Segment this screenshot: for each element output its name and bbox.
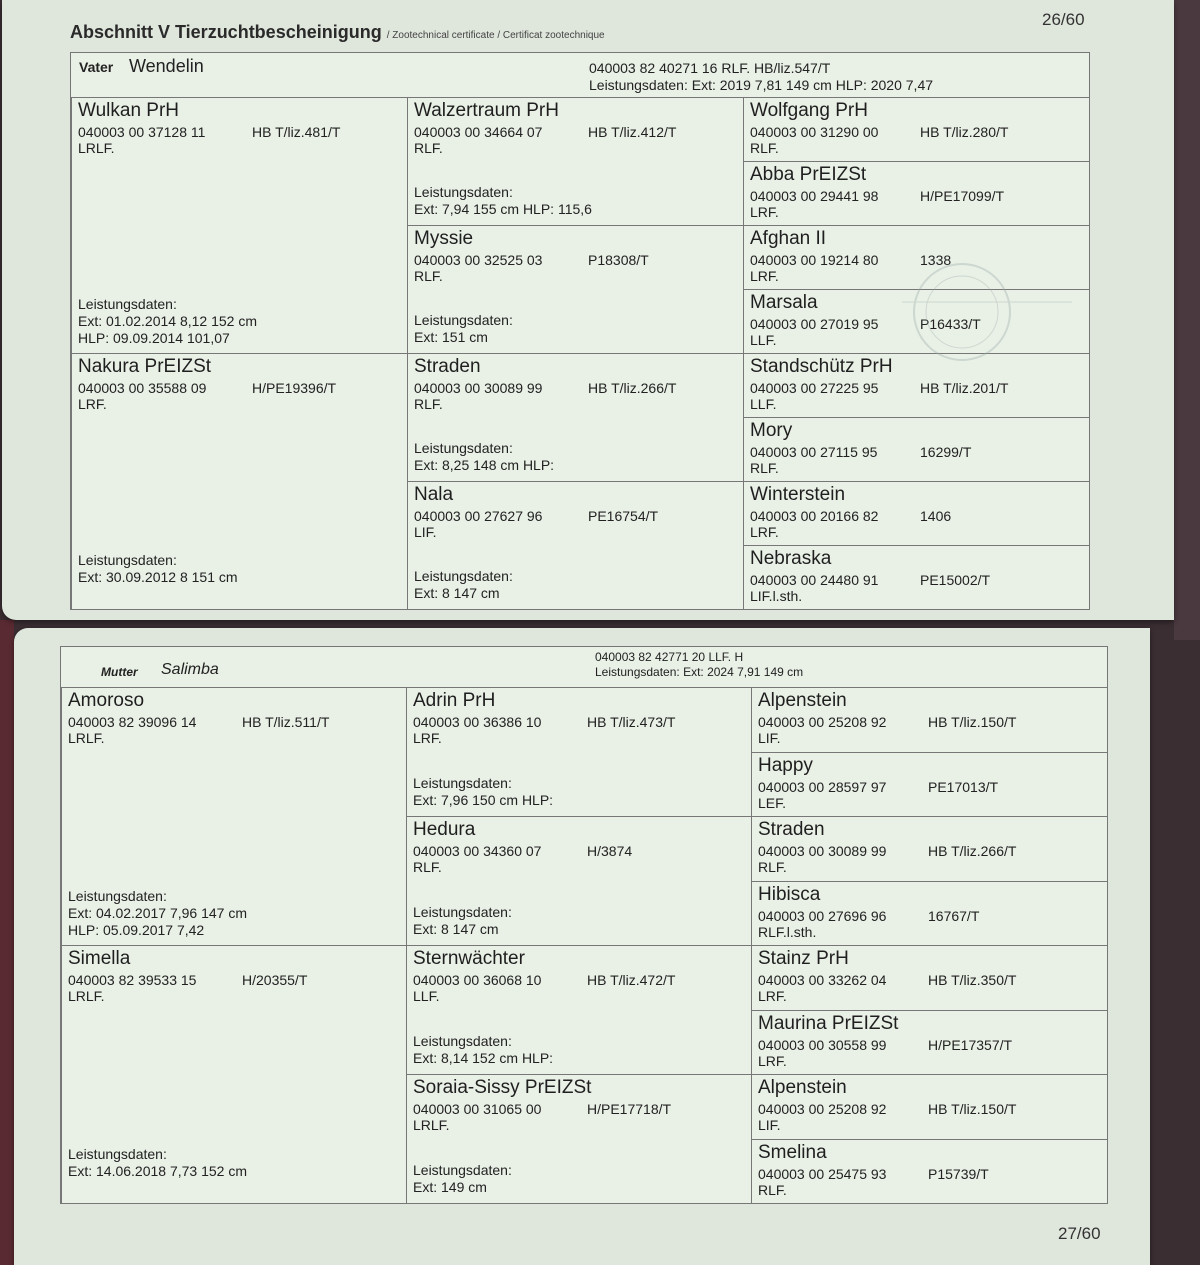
herdbook-entry: HB T/liz.150/T — [928, 1101, 1017, 1117]
breed-code: LIF. — [758, 1117, 781, 1133]
horse-name: Winterstein — [750, 484, 846, 505]
performance-label: Leistungsdaten: — [414, 184, 513, 200]
breed-code: LRF. — [758, 1052, 787, 1069]
great-grandparent-cell — [751, 1139, 1107, 1204]
herdbook-entry: HB T/liz.481/T — [252, 124, 341, 140]
certificate-page-bottom — [14, 628, 1150, 1265]
herdbook-entry: HB T/liz.472/T — [587, 972, 676, 988]
great-grandparent-cell — [743, 545, 1089, 609]
performance-label: Leistungsdaten: — [78, 552, 177, 568]
herdbook-entry: HB T/liz.412/T — [588, 124, 677, 140]
horse-name: Marsala — [750, 292, 818, 313]
grandparent-cell — [406, 687, 751, 816]
horse-name: Abba PrEIZSt — [750, 164, 867, 185]
registration-number: 040003 00 27115 95 — [750, 444, 878, 460]
performance-data: Ext: 8 147 cm — [413, 921, 499, 937]
registration-number: 040003 00 33262 04 — [758, 972, 887, 988]
section-title-text: Abschnitt V Tierzuchtbescheinigung — [70, 22, 382, 42]
performance-data: Ext: 30.09.2012 8 151 cm — [78, 569, 238, 585]
book-cover-edge-right — [1174, 0, 1200, 640]
performance-label: Leistungsdaten: — [413, 1033, 512, 1049]
horse-name: Wulkan PrH — [78, 100, 180, 121]
horse-name: Hedura — [413, 819, 476, 840]
horse-name: Happy — [758, 754, 813, 776]
breed-code: LRLF. — [68, 988, 105, 1004]
sire-performance: Leistungsdaten: Ext: 2019 7,81 149 cm HLP: 2020 7,47 — [589, 77, 934, 93]
breed-code: LRF. — [750, 204, 779, 220]
performance-data: Ext: 151 cm — [414, 329, 488, 345]
great-grandparent-cell — [751, 816, 1107, 881]
registration-number: 040003 00 28597 97 — [758, 778, 887, 795]
registration-number: 040003 00 35588 09 — [78, 380, 207, 396]
registration-number: 040003 00 37128 11 — [78, 124, 206, 140]
great-grandparent-cell — [751, 881, 1107, 946]
dam-performance: Leistungsdaten: Ext: 2024 7,91 149 cm — [595, 665, 804, 679]
horse-name: Standschütz PrH — [750, 356, 893, 377]
breed-code: LRLF. — [68, 730, 105, 746]
registration-number: 040003 00 30089 99 — [414, 380, 543, 396]
grandparent-cell — [406, 945, 751, 1074]
great-grandparent-cell — [743, 97, 1089, 161]
dam-registration: 040003 82 42771 20 LLF. H — [595, 650, 744, 664]
performance-label: Leistungsdaten: — [414, 440, 513, 456]
registration-number: 040003 00 30558 99 — [758, 1036, 887, 1053]
sire-name: Wendelin — [129, 56, 204, 76]
registration-number: 040003 00 27696 96 — [758, 907, 887, 924]
herdbook-entry: 1406 — [920, 508, 952, 524]
breed-code: RLF. — [414, 140, 443, 156]
herdbook-entry: HB T/liz.201/T — [920, 380, 1009, 396]
breed-code: RLF.l.sth. — [758, 923, 817, 940]
registration-number: 040003 00 31065 00 — [413, 1101, 542, 1117]
sire-registration: 040003 82 40271 16 RLF. HB/liz.547/T — [589, 60, 831, 76]
horse-name: Straden — [414, 356, 481, 377]
herdbook-entry: HB T/liz.266/T — [588, 380, 677, 396]
registration-number: 040003 82 39096 14 — [68, 714, 197, 730]
grandparent-cell — [407, 481, 743, 609]
page-number: 26/60 — [1042, 10, 1085, 29]
horse-name: Sternwächter — [413, 948, 525, 969]
performance-label: Leistungsdaten: — [413, 775, 512, 791]
sire-dam-cell — [71, 353, 407, 609]
breed-code: LEF. — [758, 794, 787, 811]
great-grandparent-cell — [751, 1074, 1107, 1139]
performance-label: Leistungsdaten: — [78, 296, 177, 312]
horse-name: Mory — [750, 420, 793, 441]
breed-code: LIF. — [758, 730, 781, 746]
horse-name: Soraia-Sissy PrEIZSt — [413, 1077, 592, 1098]
book-cover-edge — [0, 620, 14, 1265]
sire-header — [71, 53, 1089, 98]
grandparent-cell — [407, 97, 743, 225]
horse-name: Hibisca — [758, 883, 821, 905]
horse-name: Amoroso — [68, 690, 145, 711]
herdbook-entry: P16433/T — [920, 316, 981, 332]
registration-number: 040003 00 29441 98 — [750, 188, 879, 204]
herdbook-entry: H/PE17099/T — [920, 188, 1005, 204]
registration-number: 040003 00 25208 92 — [758, 714, 887, 730]
performance-data-2: HLP: 05.09.2017 7,42 — [68, 922, 205, 938]
horse-name: Adrin PrH — [413, 690, 496, 711]
registration-number: 040003 00 36386 10 — [413, 714, 542, 730]
herdbook-entry: HB T/liz.473/T — [587, 714, 676, 730]
registration-number: 040003 00 32525 03 — [414, 252, 543, 268]
herdbook-entry: H/PE19396/T — [252, 380, 337, 396]
horse-name: Stainz PrH — [758, 948, 849, 969]
grandparent-cell — [407, 225, 743, 353]
breed-code: LLF. — [413, 988, 440, 1004]
registration-number: 040003 00 31290 00 — [750, 124, 879, 140]
horse-name: Simella — [68, 948, 131, 969]
herdbook-entry: PE17013/T — [928, 778, 999, 795]
herdbook-entry: H/20355/T — [242, 972, 308, 988]
performance-data-2: HLP: 09.09.2014 101,07 — [78, 330, 230, 346]
sire-dam-cell — [61, 945, 406, 1203]
herdbook-entry: PE16754/T — [588, 508, 659, 524]
grandparent-cell — [406, 816, 751, 945]
great-grandparent-cell — [751, 945, 1107, 1010]
great-grandparent-cell — [743, 161, 1089, 225]
breed-code: LRF. — [758, 988, 787, 1004]
performance-data: Ext: 149 cm — [413, 1179, 487, 1195]
breed-code: LRF. — [750, 524, 779, 540]
breed-code: LRLF. — [413, 1117, 450, 1133]
horse-name: Afghan II — [750, 228, 827, 249]
performance-data: Ext: 8,14 152 cm HLP: — [413, 1050, 554, 1066]
herdbook-entry: 16299/T — [920, 444, 972, 460]
performance-label: Leistungsdaten: — [413, 1162, 512, 1178]
registration-number: 040003 00 36068 10 — [413, 972, 542, 988]
herdbook-entry: HB T/liz.266/T — [928, 843, 1017, 859]
herdbook-entry: HB T/liz.150/T — [928, 714, 1017, 730]
breed-code: LIF. — [414, 524, 437, 540]
performance-label: Leistungsdaten: — [414, 312, 513, 328]
breed-code: LRF. — [413, 730, 442, 746]
embossed-stamp — [882, 262, 1082, 372]
horse-name: Nakura PrEIZSt — [78, 356, 212, 377]
great-grandparent-cell — [751, 1010, 1107, 1075]
dam-role: Mutter — [101, 665, 138, 679]
performance-data: Ext: 8,25 148 cm HLP: — [414, 457, 555, 473]
horse-name: Alpenstein — [758, 1077, 847, 1098]
breed-code: LRLF. — [78, 140, 115, 156]
horse-name: Alpenstein — [758, 690, 847, 711]
breed-code: RLF. — [750, 140, 779, 156]
herdbook-entry: HB T/liz.511/T — [242, 714, 330, 730]
section-subtitle: / Zootechnical certificate / Certificat zootechnique — [386, 30, 605, 41]
horse-name: Maurina PrEIZSt — [758, 1012, 899, 1034]
performance-data: Ext: 14.06.2018 7,73 152 cm — [68, 1163, 248, 1179]
breed-code: RLF. — [414, 268, 443, 284]
grandparent-cell — [407, 353, 743, 481]
performance-data: Ext: 04.02.2017 7,96 147 cm — [68, 905, 248, 921]
registration-number: 040003 00 27225 95 — [750, 380, 879, 396]
horse-name: Straden — [758, 819, 825, 840]
registration-number: 040003 00 34360 07 — [413, 843, 542, 859]
certificate-page-top — [2, 0, 1174, 620]
sire-dam-cell — [71, 97, 407, 353]
performance-label: Leistungsdaten: — [414, 568, 513, 584]
horse-name: Nala — [414, 484, 454, 505]
page-number: 27/60 — [1058, 1224, 1101, 1243]
registration-number: 040003 00 24480 91 — [750, 572, 879, 588]
herdbook-entry: 1338 — [920, 252, 952, 268]
great-grandparent-cell — [751, 687, 1107, 752]
pedigree-grid-dam — [60, 646, 1108, 1204]
sire-role: Vater — [79, 59, 114, 75]
breed-code: LLF. — [750, 396, 777, 412]
horse-name: Nebraska — [750, 548, 832, 569]
performance-data: Ext: 7,94 155 cm HLP: 115,6 — [414, 201, 592, 217]
great-grandparent-cell — [751, 752, 1107, 817]
great-grandparent-cell — [743, 417, 1089, 481]
breed-code: RLF. — [413, 859, 442, 875]
herdbook-entry: H/PE17718/T — [587, 1101, 672, 1117]
great-grandparent-cell — [743, 481, 1089, 545]
herdbook-entry: PE15002/T — [920, 572, 991, 588]
performance-label: Leistungsdaten: — [413, 904, 512, 920]
registration-number: 040003 00 34664 07 — [414, 124, 543, 140]
herdbook-entry: P18308/T — [588, 252, 649, 268]
registration-number: 040003 00 30089 99 — [758, 843, 887, 859]
performance-data: Ext: 7,96 150 cm HLP: — [413, 792, 554, 808]
herdbook-entry: H/PE17357/T — [928, 1036, 1013, 1053]
performance-data: Ext: 8 147 cm — [414, 585, 500, 601]
breed-code: LIF.l.sth. — [750, 588, 803, 604]
performance-label: Leistungsdaten: — [68, 1146, 167, 1162]
registration-number: 040003 00 25475 93 — [758, 1165, 887, 1182]
horse-name: Walzertraum PrH — [414, 100, 559, 121]
section-title — [70, 22, 605, 43]
horse-name: Myssie — [414, 228, 474, 249]
dam-name: Salimba — [161, 661, 219, 678]
performance-label: Leistungsdaten: — [68, 888, 167, 904]
registration-number: 040003 00 19214 80 — [750, 252, 879, 268]
registration-number: 040003 00 20166 82 — [750, 508, 879, 524]
sire-dam-cell — [61, 687, 406, 945]
breed-code: RLF. — [758, 859, 787, 875]
registration-number: 040003 00 27019 95 — [750, 316, 879, 332]
breed-code: RLF. — [750, 460, 779, 476]
breed-code: LLF. — [750, 332, 777, 348]
breed-code: LRF. — [750, 268, 779, 284]
registration-number: 040003 00 27627 96 — [414, 508, 543, 524]
grandparent-cell — [406, 1074, 751, 1203]
herdbook-entry: H/3874 — [587, 843, 633, 859]
herdbook-entry: HB T/liz.280/T — [920, 124, 1009, 140]
herdbook-entry: 16767/T — [928, 907, 980, 924]
breed-code: LRF. — [78, 396, 107, 412]
horse-name: Smelina — [758, 1141, 827, 1163]
breed-code: RLF. — [758, 1181, 787, 1198]
breed-code: RLF. — [414, 396, 443, 412]
performance-data: Ext: 01.02.2014 8,12 152 cm — [78, 313, 258, 329]
registration-number: 040003 00 25208 92 — [758, 1101, 887, 1117]
herdbook-entry: HB T/liz.350/T — [928, 972, 1017, 988]
herdbook-entry: P15739/T — [928, 1165, 989, 1182]
dam-header — [61, 647, 1107, 688]
registration-number: 040003 82 39533 15 — [68, 972, 197, 988]
horse-name: Wolfgang PrH — [750, 100, 868, 121]
